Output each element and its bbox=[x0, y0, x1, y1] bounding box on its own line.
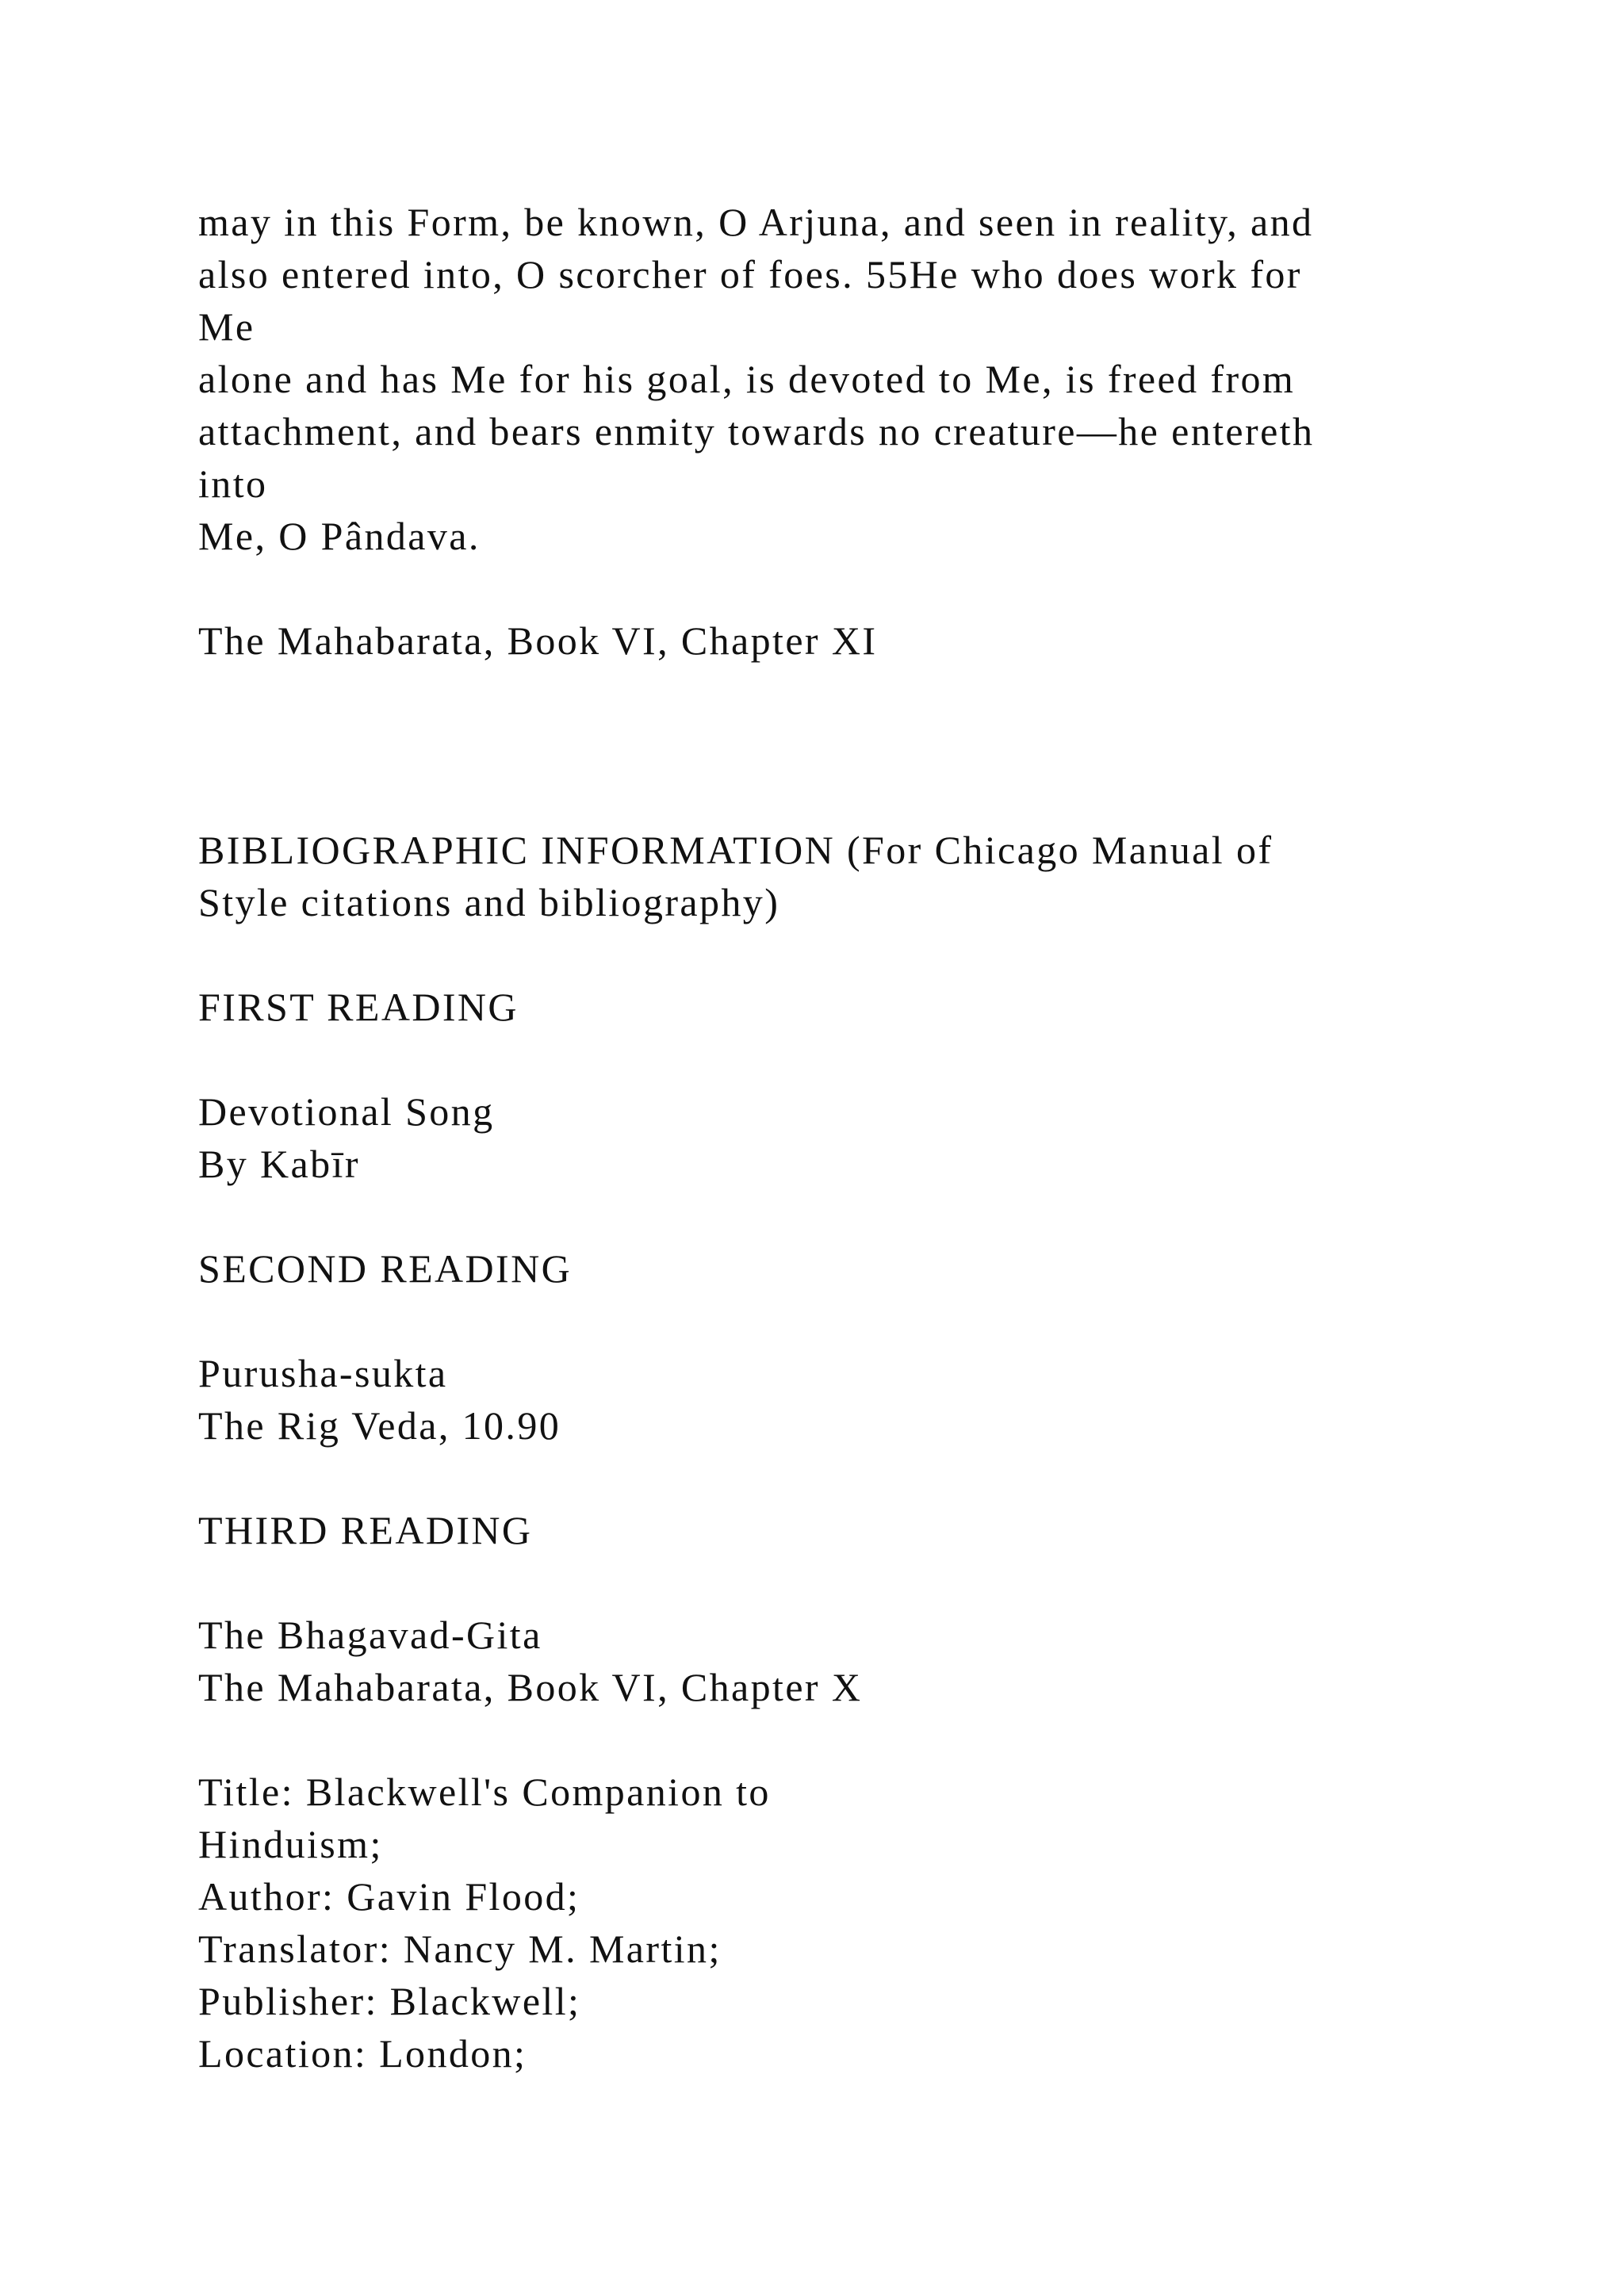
blank-line bbox=[198, 667, 1435, 719]
blank-line bbox=[198, 1295, 1435, 1347]
blank-line bbox=[198, 1452, 1435, 1504]
blank-line bbox=[198, 1556, 1435, 1609]
document-page bbox=[198, 196, 1435, 2080]
section-heading: BIBLIOGRAPHIC INFORMATION (For Chicago Manual of bbox=[198, 828, 1274, 872]
bibliography-entry: Title: Blackwell's Companion to bbox=[198, 1770, 771, 1814]
blank-line bbox=[198, 562, 1435, 614]
reading-heading: SECOND READING bbox=[198, 1246, 573, 1291]
reading-source: The Mahabarata, Book VI, Chapter X bbox=[198, 1665, 863, 1709]
blank-line bbox=[198, 1033, 1435, 1085]
blank-line bbox=[198, 719, 1435, 771]
reading-title: Devotional Song bbox=[198, 1089, 495, 1134]
text-line: into bbox=[198, 461, 268, 506]
text-line: Me bbox=[198, 304, 255, 349]
reading-title: Purusha-sukta bbox=[198, 1351, 448, 1395]
blank-line bbox=[198, 1713, 1435, 1766]
reading-heading: THIRD READING bbox=[198, 1508, 533, 1552]
reading-title: The Bhagavad-Gita bbox=[198, 1613, 542, 1657]
blank-line bbox=[198, 771, 1435, 824]
text-line: attachment, and bears enmity towards no creature—he entereth bbox=[198, 409, 1315, 453]
bibliography-entry: Location: London; bbox=[198, 2031, 527, 2076]
source-citation: The Mahabarata, Book VI, Chapter XI bbox=[198, 618, 878, 663]
reading-source: By Kabīr bbox=[198, 1142, 360, 1186]
text-line: Me, O Pândava. bbox=[198, 514, 481, 558]
text-line: also entered into, O scorcher of foes. 55He who does work for bbox=[198, 252, 1302, 297]
section-heading: Style citations and bibliography) bbox=[198, 880, 780, 924]
bibliography-entry: Publisher: Blackwell; bbox=[198, 1979, 581, 2023]
bibliography-entry: Translator: Nancy M. Martin; bbox=[198, 1927, 722, 1971]
text-line: may in this Form, be known, O Arjuna, and seen in reality, and bbox=[198, 200, 1314, 244]
bibliography-entry: Author: Gavin Flood; bbox=[198, 1874, 580, 1919]
blank-line bbox=[198, 928, 1435, 981]
text-line: alone and has Me for his goal, is devoted to Me, is freed from bbox=[198, 357, 1296, 401]
reading-source: The Rig Veda, 10.90 bbox=[198, 1403, 561, 1448]
blank-line bbox=[198, 1190, 1435, 1242]
bibliography-entry: Hinduism; bbox=[198, 1822, 383, 1866]
reading-heading: FIRST READING bbox=[198, 985, 519, 1029]
